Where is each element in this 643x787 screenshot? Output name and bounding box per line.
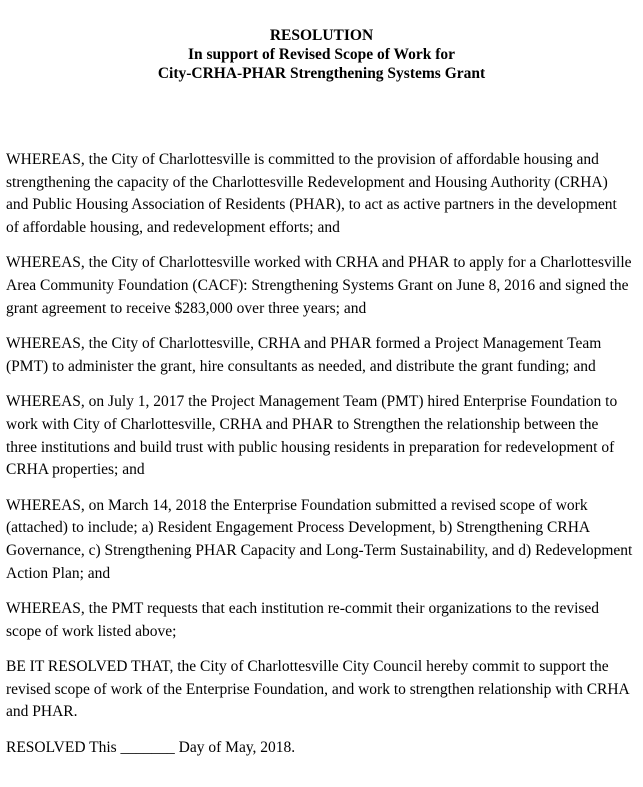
resolved-date-line: RESOLVED This _______ Day of May, 2018. bbox=[6, 739, 296, 757]
whereas-paragraph-6: WHEREAS, the PMT requests that each institution re-commit their organizations to the revised scope of work listed above; bbox=[6, 600, 600, 640]
resolved-paragraph: BE IT RESOLVED THAT, the City of Charlottesville City Council hereby commit to support the revised scope of work of the Enterprise Foundation, and work to strengthen relationship with CRHA and PHAR. bbox=[6, 658, 629, 721]
resolution-title bbox=[10, 26, 633, 83]
title-grant-name: City-CRHA-PHAR Strengthening Systems Grant bbox=[157, 65, 486, 82]
resolution-body bbox=[6, 149, 633, 760]
whereas-paragraph-1: WHEREAS, the City of Charlottesville is committed to the provision of affordable housing and strengthening the capacity of the Charlottesville Redevelopment and Housing Authority (CRHA) and Public Housing Association of Residents (PHAR), to act as active partners in the development of affordable housing, and redevelopment efforts; and bbox=[6, 151, 617, 236]
title-heading: RESOLUTION bbox=[269, 27, 374, 44]
whereas-paragraph-4: WHEREAS, on July 1, 2017 the Project Management Team (PMT) hired Enterprise Foundation to work with City of Charlottesville, CRHA and PHAR to Strengthen the relationship between the three institutions and build trust with public housing residents in preparation for redevelopment of CRHA properties; and bbox=[6, 393, 618, 479]
title-subheading: In support of Revised Scope of Work for bbox=[187, 46, 456, 63]
whereas-paragraph-5: WHEREAS, on March 14, 2018 the Enterprise Foundation submitted a revised scope of work (attached) to include; a) Resident Engagement Process Development, b) Strengthening CRHA Governance, c) Strengthening PHAR Capacity and Long-Term Sustainability, and d) Redevelopment Action Plan; and bbox=[6, 496, 633, 582]
whereas-paragraph-3: WHEREAS, the City of Charlottesville, CRHA and PHAR formed a Project Management Team (PMT) to administer the grant, hire consultants as needed, and distribute the grant funding; and bbox=[6, 335, 602, 375]
whereas-paragraph-2: WHEREAS, the City of Charlottesville worked with CRHA and PHAR to apply for a Charlottesville Area Community Foundation (CACF): Strengthening Systems Grant on June 8, 2016 and signed the grant agreement to receive $283,000 over three years; and bbox=[6, 254, 632, 317]
